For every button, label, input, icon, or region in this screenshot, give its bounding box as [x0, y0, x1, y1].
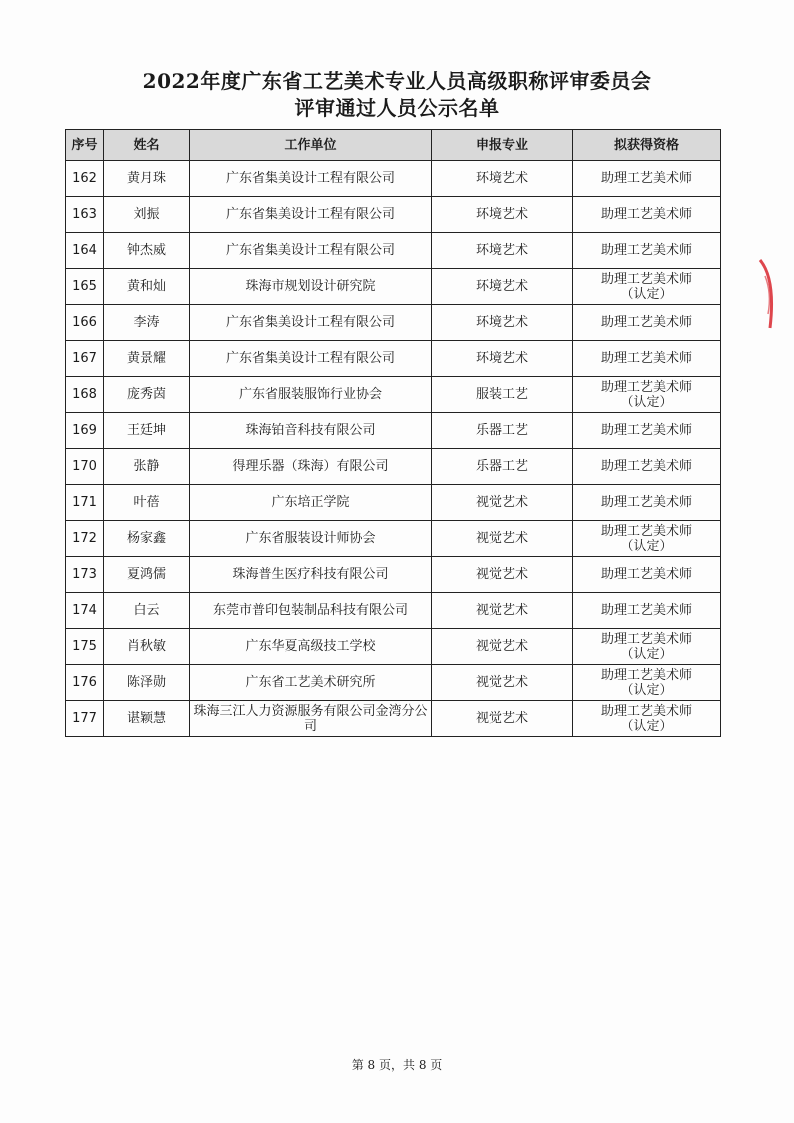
- cell-no: 170: [66, 449, 104, 485]
- qualification-note: （认定）: [620, 538, 673, 554]
- table-row: [66, 521, 721, 557]
- cell-org: 广东省集美设计工程有限公司: [190, 161, 432, 197]
- cell-qualification: [573, 305, 721, 341]
- table-row: [66, 197, 721, 233]
- table-body: [66, 161, 721, 737]
- cell-no: 168: [66, 377, 104, 413]
- table-row: [66, 665, 721, 701]
- table-row: [66, 557, 721, 593]
- header-major: 申报专业: [432, 130, 573, 161]
- qualification-text: 助理工艺美术师: [600, 459, 692, 474]
- cell-no: 167: [66, 341, 104, 377]
- table-row: [66, 233, 721, 269]
- document-title-line2: 评审通过人员公示名单: [294, 96, 500, 120]
- cell-name: 白云: [104, 593, 190, 629]
- cell-no: 165: [66, 269, 104, 305]
- qualification-text: 助理工艺美术师: [600, 271, 692, 287]
- table-row: [66, 701, 721, 737]
- roster-table: [65, 129, 721, 737]
- cell-no: 166: [66, 305, 104, 341]
- cell-name: 刘振: [104, 197, 190, 233]
- qualification-text: 助理工艺美术师: [600, 567, 692, 582]
- cell-major: 视觉艺术: [432, 665, 573, 701]
- qualification-text: 助理工艺美术师: [600, 351, 692, 366]
- cell-name: 谌颖慧: [104, 701, 190, 737]
- qualification-text: 助理工艺美术师: [600, 495, 692, 510]
- cell-major: 服装工艺: [432, 377, 573, 413]
- cell-qualification: [573, 377, 721, 413]
- cell-name: 黄月珠: [104, 161, 190, 197]
- cell-name: 夏鸿儒: [104, 557, 190, 593]
- qualification-text: 助理工艺美术师: [600, 379, 692, 395]
- cell-name: 陈泽勋: [104, 665, 190, 701]
- cell-no: 162: [66, 161, 104, 197]
- qualification-note: （认定）: [620, 646, 673, 662]
- cell-org: 珠海市规划设计研究院: [190, 269, 432, 305]
- cell-no: 173: [66, 557, 104, 593]
- cell-no: 164: [66, 233, 104, 269]
- cell-qualification: [573, 485, 721, 521]
- cell-no: 174: [66, 593, 104, 629]
- cell-name: 叶蓓: [104, 485, 190, 521]
- qualification-text: 助理工艺美术师: [600, 523, 692, 539]
- cell-major: 环境艺术: [432, 197, 573, 233]
- table-row: [66, 485, 721, 521]
- table-row: [66, 341, 721, 377]
- cell-no: 176: [66, 665, 104, 701]
- cell-name: 钟杰威: [104, 233, 190, 269]
- cell-qualification: [573, 593, 721, 629]
- qualification-note: （认定）: [620, 286, 673, 302]
- cell-org: 珠海三江人力资源服务有限公司金湾分公司: [190, 701, 432, 737]
- cell-major: 视觉艺术: [432, 701, 573, 737]
- cell-major: 环境艺术: [432, 161, 573, 197]
- cell-org: 广东省工艺美术研究所: [190, 665, 432, 701]
- cell-major: 视觉艺术: [432, 485, 573, 521]
- table-row: [66, 305, 721, 341]
- cell-no: 163: [66, 197, 104, 233]
- cell-org: 东莞市普印包装制品科技有限公司: [190, 593, 432, 629]
- table-row: [66, 269, 721, 305]
- qualification-text: 助理工艺美术师: [600, 603, 692, 618]
- cell-major: 视觉艺术: [432, 557, 573, 593]
- table-row: [66, 161, 721, 197]
- cell-qualification: [573, 629, 721, 665]
- cell-qualification: [573, 197, 721, 233]
- cell-no: 177: [66, 701, 104, 737]
- cell-major: 乐器工艺: [432, 413, 573, 449]
- cell-qualification: [573, 161, 721, 197]
- cell-org: 珠海铂音科技有限公司: [190, 413, 432, 449]
- cell-major: 视觉艺术: [432, 593, 573, 629]
- cell-org: 广东省集美设计工程有限公司: [190, 233, 432, 269]
- cell-name: 黄景耀: [104, 341, 190, 377]
- qualification-text: 助理工艺美术师: [600, 423, 692, 438]
- cell-org: 广东培正学院: [190, 485, 432, 521]
- cell-org: 广东华夏高级技工学校: [190, 629, 432, 665]
- cell-major: 环境艺术: [432, 233, 573, 269]
- cell-no: 169: [66, 413, 104, 449]
- table-row: [66, 629, 721, 665]
- cell-qualification: [573, 521, 721, 557]
- cell-qualification: [573, 413, 721, 449]
- qualification-text: 助理工艺美术师: [600, 631, 692, 647]
- qualification-note: （认定）: [620, 682, 673, 698]
- cell-org: 广东省服装设计师协会: [190, 521, 432, 557]
- qualification-text: 助理工艺美术师: [600, 171, 692, 186]
- header-name: 姓名: [104, 130, 190, 161]
- cell-no: 172: [66, 521, 104, 557]
- cell-name: 杨家鑫: [104, 521, 190, 557]
- qualification-text: 助理工艺美术师: [600, 243, 692, 258]
- table-row: [66, 593, 721, 629]
- cell-major: 视觉艺术: [432, 629, 573, 665]
- seal-stamp-fragment: [756, 258, 778, 330]
- cell-name: 黄和灿: [104, 269, 190, 305]
- cell-name: 庞秀茵: [104, 377, 190, 413]
- cell-qualification: [573, 449, 721, 485]
- cell-qualification: [573, 665, 721, 701]
- cell-org: 得理乐器（珠海）有限公司: [190, 449, 432, 485]
- qualification-text: 助理工艺美术师: [600, 667, 692, 683]
- document-title-line1: 2022年度广东省工艺美术专业人员高级职称评审委员会: [142, 69, 652, 93]
- cell-name: 张静: [104, 449, 190, 485]
- cell-qualification: [573, 233, 721, 269]
- qualification-text: 助理工艺美术师: [600, 315, 692, 330]
- cell-org: 广东省服装服饰行业协会: [190, 377, 432, 413]
- cell-no: 171: [66, 485, 104, 521]
- cell-org: 珠海普生医疗科技有限公司: [190, 557, 432, 593]
- qualification-text: 助理工艺美术师: [600, 207, 692, 222]
- table-row: [66, 449, 721, 485]
- qualification-note: （认定）: [620, 718, 673, 734]
- cell-qualification: [573, 701, 721, 737]
- cell-major: 环境艺术: [432, 341, 573, 377]
- cell-major: 乐器工艺: [432, 449, 573, 485]
- header-no: 序号: [66, 130, 104, 161]
- header-org: 工作单位: [190, 130, 432, 161]
- cell-org: 广东省集美设计工程有限公司: [190, 305, 432, 341]
- table-row: [66, 413, 721, 449]
- table-header-row: [66, 130, 721, 161]
- cell-name: 王廷坤: [104, 413, 190, 449]
- page-footer: 第 8 页，共 8 页: [351, 1058, 443, 1072]
- cell-qualification: [573, 557, 721, 593]
- cell-major: 环境艺术: [432, 305, 573, 341]
- cell-qualification: [573, 269, 721, 305]
- cell-name: 李涛: [104, 305, 190, 341]
- cell-name: 肖秋敏: [104, 629, 190, 665]
- cell-no: 175: [66, 629, 104, 665]
- header-qualification: 拟获得资格: [573, 130, 721, 161]
- cell-org: 广东省集美设计工程有限公司: [190, 341, 432, 377]
- cell-major: 视觉艺术: [432, 521, 573, 557]
- table-row: [66, 377, 721, 413]
- cell-qualification: [573, 341, 721, 377]
- cell-org: 广东省集美设计工程有限公司: [190, 197, 432, 233]
- cell-major: 环境艺术: [432, 269, 573, 305]
- qualification-note: （认定）: [620, 394, 673, 410]
- qualification-text: 助理工艺美术师: [600, 703, 692, 719]
